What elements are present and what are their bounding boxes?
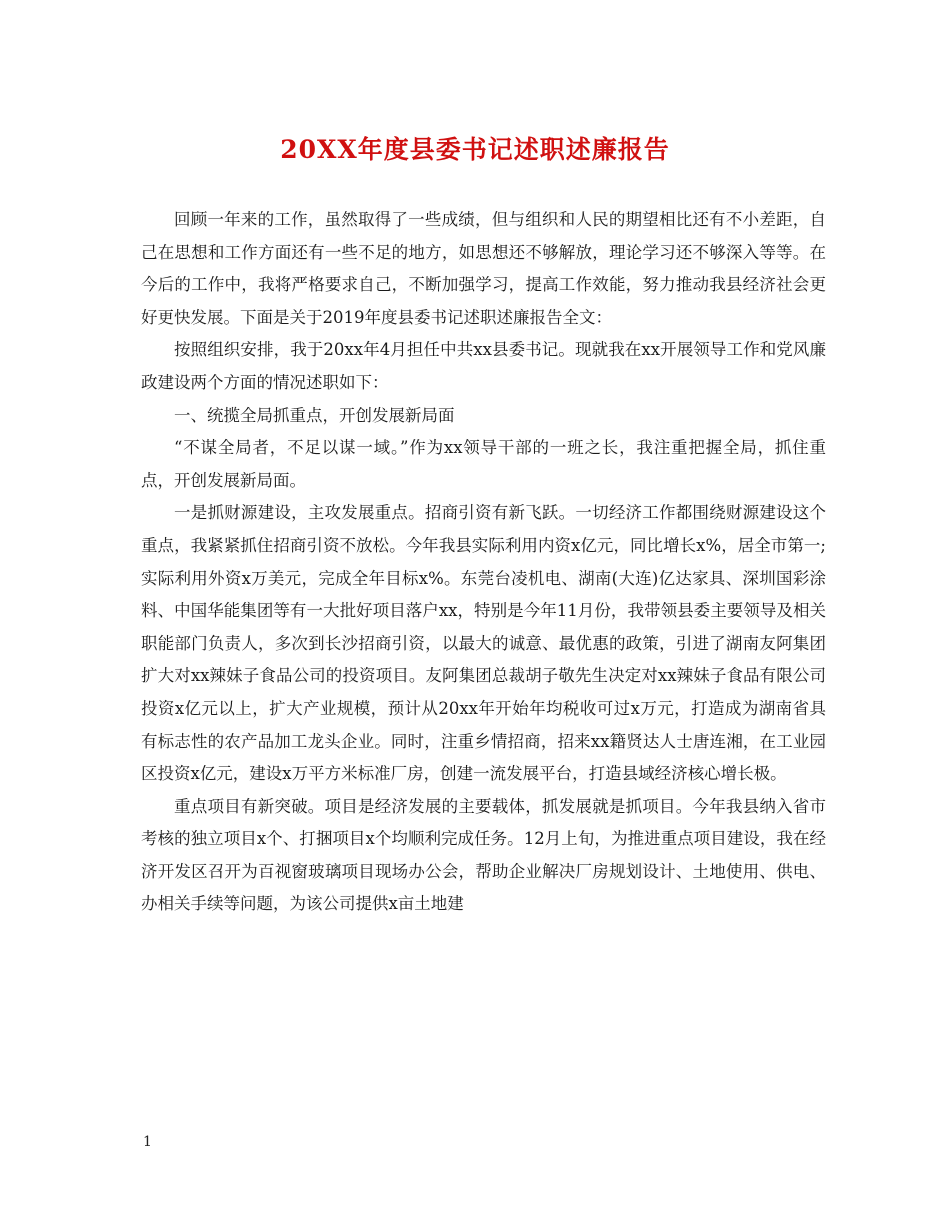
paragraph-finance: 一是抓财源建设，主攻发展重点。招商引资有新飞跃。一切经济工作都围绕财源建设这个重点，我紧紧抓住招商引资不放松。今年我县实际利用内资x亿元，同比增长x%，居全市第一;实际利用外资x万美元，完成全年目标x%。东莞台凌机电、湖南(大连)亿达家具、深圳国彩涂料、中国华能集团等有一大批好项目落户xx，特别是今年11月份，我带领县委主要领导及相关职能部门负责人，多次到长沙招商引资，以最大的诚意、最优惠的政策，引进了湖南友阿集团扩大对xx辣妹子食品公司的投资项目。友阿集团总裁胡子敬先生决定对xx辣妹子食品有限公司投资x亿元以上，扩大产业规模，预计从20xx年开始年均税收可过x万元，打造成为湖南省具有标志性的农产品加工龙头企业。同时，注重乡情招商，招来xx籍贤达人士唐连湘，在工业园区投资x亿元，建设x万平方米标准厂房，创建一流发展平台，打造县域经济核心增长极。 <box>141 503 826 784</box>
paragraph-quote: “不谋全局者，不足以谋一域。”作为xx领导干部的一班之长，我注重把握全局，抓住重点，开创发展新局面。 <box>141 438 826 490</box>
document-body <box>141 204 826 921</box>
document-title: 20XX年度县委书记述职述廉报告 <box>280 135 670 164</box>
paragraph-appointment: 按照组织安排，我于20xx年4月担任中共xx县委书记。现就我在xx开展领导工作和党风廉政建设两个方面的情况述职如下： <box>141 340 826 392</box>
section-heading-1: 一、统揽全局抓重点，开创发展新局面 <box>174 405 455 425</box>
paragraph-projects: 重点项目有新突破。项目是经济发展的主要载体，抓发展就是抓项目。今年我县纳入省市考核的独立项目x个、打捆项目x个均顺利完成任务。12月上旬，为推进重点项目建设，我在经济开发区召开为百视窗玻璃项目现场办公会，帮助企业解决厂房规划设计、土地使用、供电、办相关手续等问题，为该公司提供x亩土地建 <box>141 796 826 914</box>
paragraph-intro: 回顾一年来的工作，虽然取得了一些成绩，但与组织和人民的期望相比还有不小差距，自己在思想和工作方面还有一些不足的地方，如思想还不够解放，理论学习还不够深入等等。在今后的工作中，我将严格要求自己，不断加强学习，提高工作效能，努力推动我县经济社会更好更快发展。下面是关于2019年度县委书记述职述廉报告全文： <box>141 210 826 327</box>
page-number: 1 <box>143 1134 152 1150</box>
